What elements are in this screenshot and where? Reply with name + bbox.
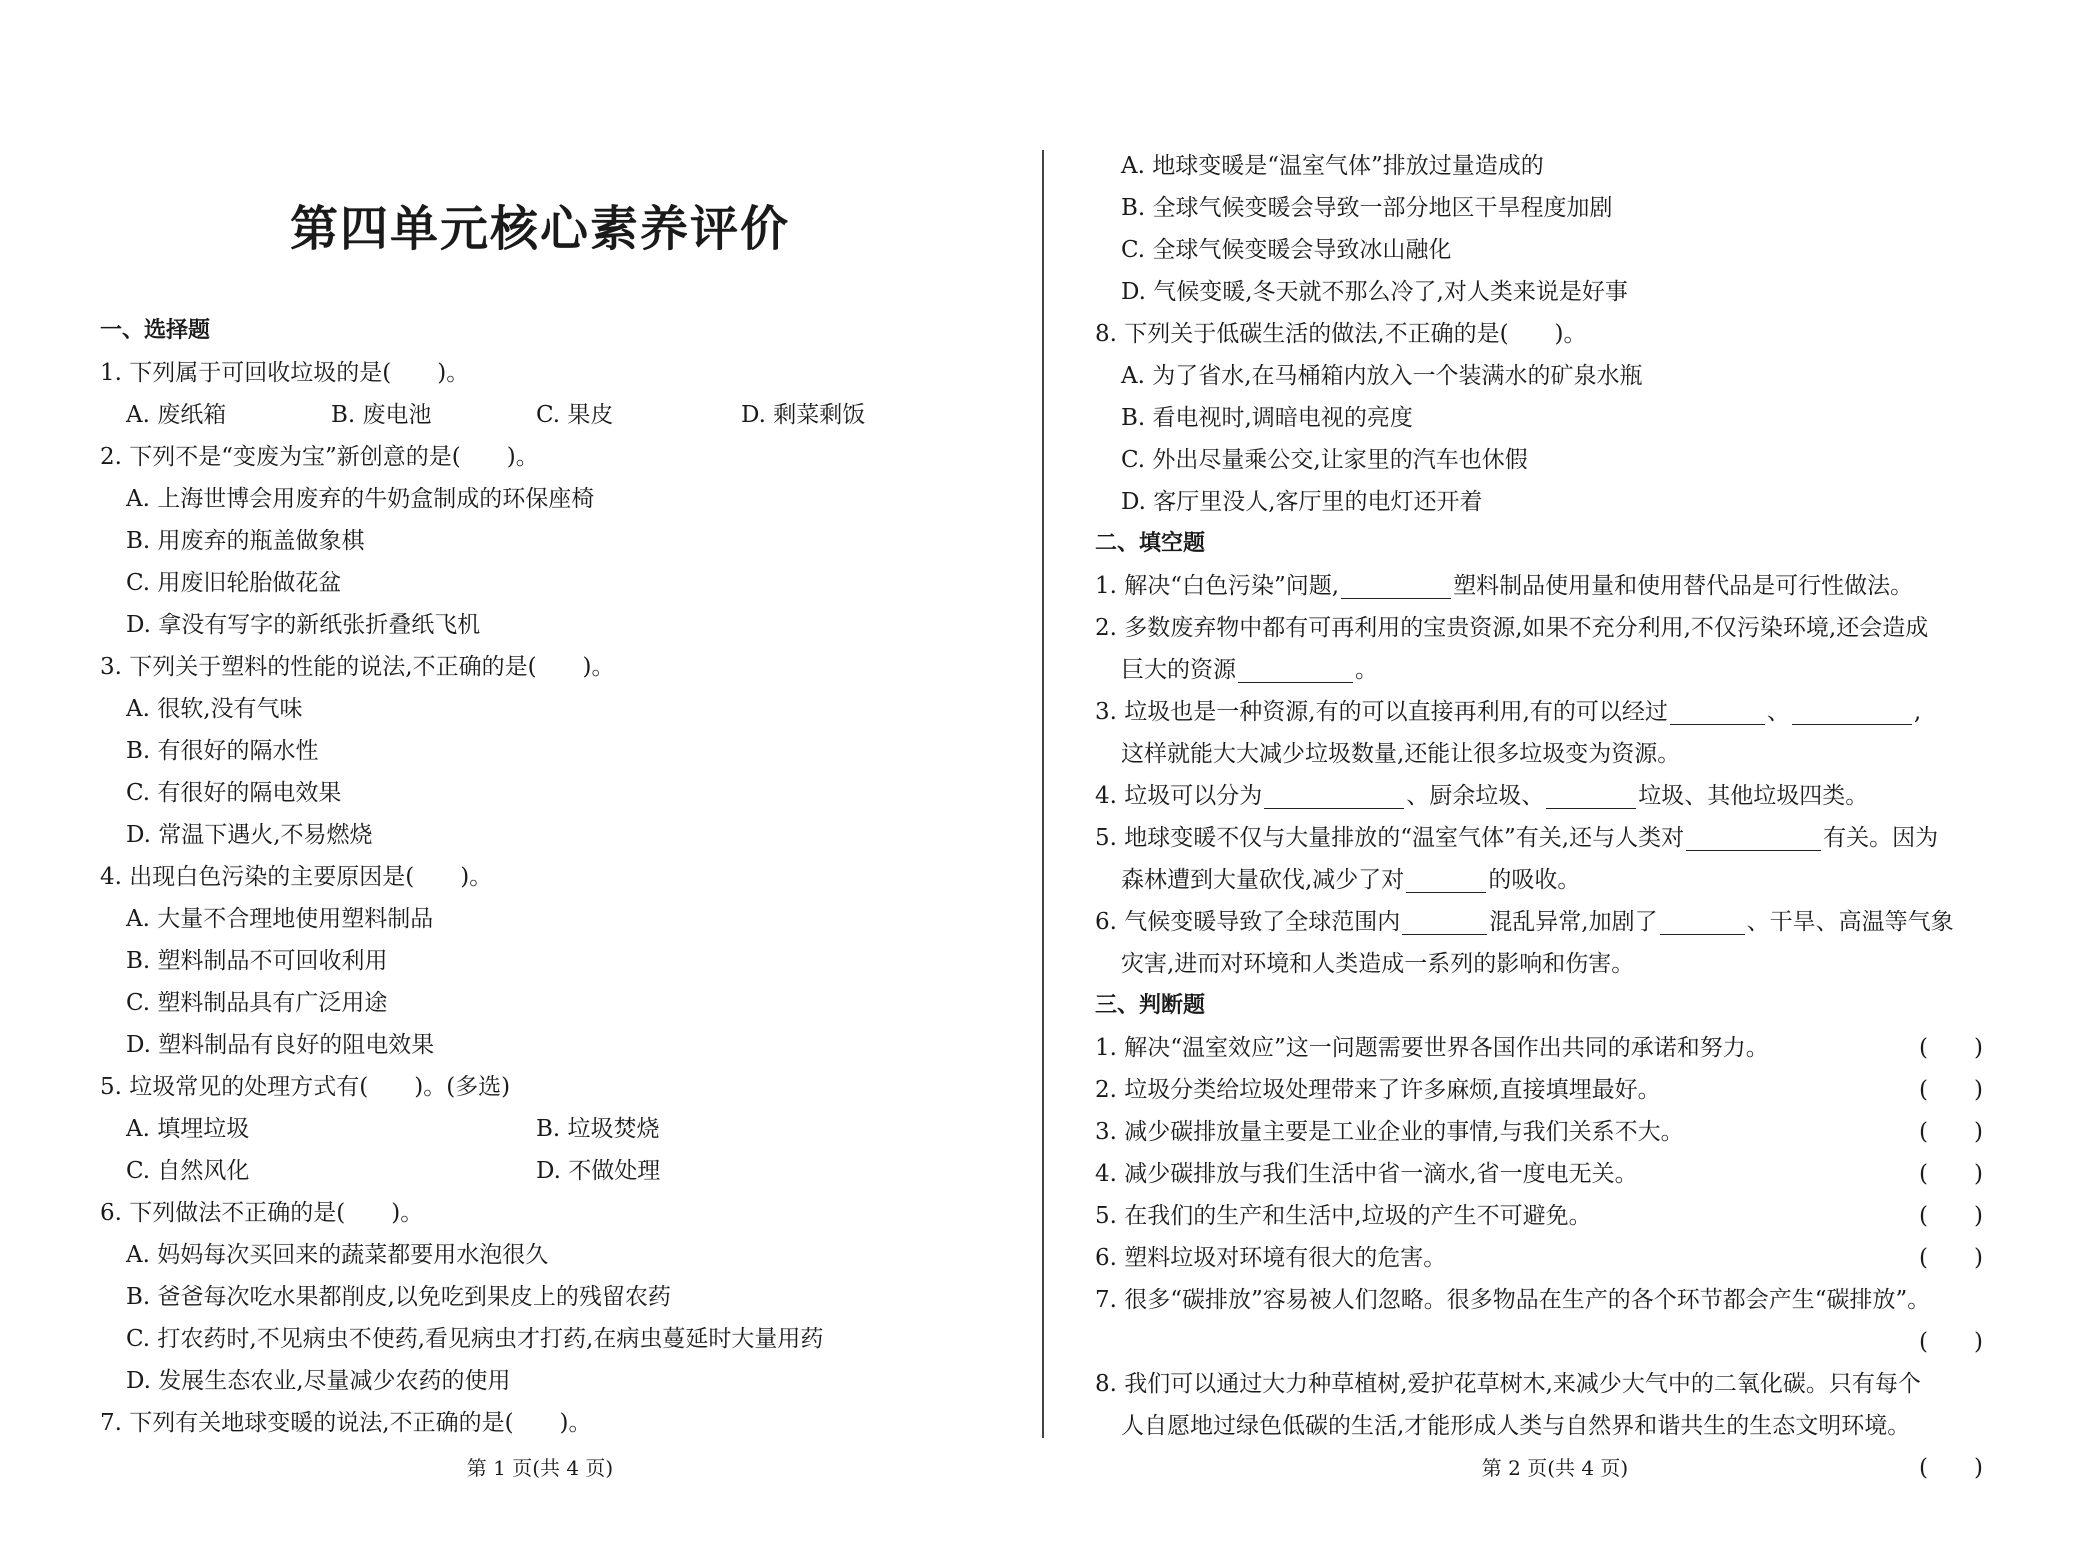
option: A. 填埋垃圾 [126,1116,250,1142]
judge-question-7: 7. 很多“碳排放”容易被人们忽略。很多物品在生产的各个环节都会产生“碳排放”。 [1095,1287,1931,1313]
option: D. 气候变暖,冬天就不那么冷了,对人类来说是好事 [1121,279,1628,305]
answer-blank [1402,906,1487,935]
question-5-options-row1 [100,1108,1040,1150]
option: C. 用废旧轮胎做花盆 [126,570,342,596]
option: D. 剩菜剩饭 [741,402,866,428]
answer-parentheses: ( ) [1919,1245,1983,1271]
option: A. 地球变暖是“温室气体”排放过量造成的 [1121,153,1544,179]
option: C. 有很好的隔电效果 [126,780,342,806]
answer-blank [1238,654,1353,683]
page-right [1095,0,1995,1553]
answer-blank [1264,780,1404,809]
page-divider [1042,150,1044,1438]
question-6-stem: 6. 下列做法不正确的是( )。 [100,1200,424,1226]
option: C. 打农药时,不见病虫不使药,看见病虫才打药,在病虫蔓延时大量用药 [126,1326,824,1352]
answer-blank [1406,864,1486,893]
section-heading-judge: 三、判断题 [1095,993,1206,1018]
fill-question-3: 3. 垃圾也是一种资源,有的可以直接再利用,有的可以经过 、 , [1095,691,1995,733]
option: B. 有很好的隔水性 [126,738,319,764]
fill-question-6: 6. 气候变暖导致了全球范围内 混乱异常,加剧了 、干旱、高温等气象 [1095,901,1995,943]
option: B. 看电视时,调暗电视的亮度 [1121,405,1413,431]
option: A. 为了省水,在马桶箱内放入一个装满水的矿泉水瓶 [1121,363,1643,389]
fill-question-6-cont: 灾害,进而对环境和人类造成一系列的影响和伤害。 [1121,951,1635,977]
question-5-options-row2 [100,1150,1040,1192]
page-number-right: 第 2 页(共 4 页) [1481,1456,1629,1480]
judge-question-3: 3. 减少碳排放量主要是工业企业的事情,与我们关系不大。 ( ) [1095,1111,1995,1153]
fill-question-1: 1. 解决“白色污染”问题, 塑料制品使用量和使用替代品是可行性做法。 [1095,565,1995,607]
option: B. 废电池 [331,402,432,428]
option: B. 用废弃的瓶盖做象棋 [126,528,365,554]
answer-parentheses: ( ) [1919,1035,1983,1061]
judge-question-6: 6. 塑料垃圾对环境有很大的危害。 ( ) [1095,1237,1995,1279]
option: C. 自然风化 [126,1158,250,1184]
judge-question-1: 1. 解决“温室效应”这一问题需要世界各国作出共同的承诺和努力。 ( ) [1095,1027,1995,1069]
choice-section-part1 [100,310,1040,1444]
option: D. 发展生态农业,尽量减少农药的使用 [126,1368,511,1394]
option: C. 全球气候变暖会导致冰山融化 [1121,237,1452,263]
judge-question-4: 4. 减少碳排放与我们生活中省一滴水,省一度电无关。 ( ) [1095,1153,1995,1195]
question-4-stem: 4. 出现白色污染的主要原因是( )。 [100,864,493,890]
section-heading-fill: 二、填空题 [1095,531,1206,556]
page-left [100,0,1040,1553]
fill-question-5: 5. 地球变暖不仅与大量排放的“温室气体”有关,还与人类对 有关。因为 [1095,817,1995,859]
option: C. 外出尽量乘公交,让家里的汽车也休假 [1121,447,1528,473]
judge-question-8-cont: 人自愿地过绿色低碳的生活,才能形成人类与自然界和谐共生的生态文明环境。 [1121,1413,1911,1439]
option: B. 爸爸每次吃水果都削皮,以免吃到果皮上的残留农药 [126,1284,671,1310]
fill-question-2: 2. 多数废弃物中都有可再利用的宝贵资源,如果不充分利用,不仅污染环境,还会造成 [1095,615,1929,641]
option: A. 很软,没有气味 [126,696,303,722]
answer-blank [1341,570,1451,599]
choice-section-part2 [1095,145,1995,1489]
question-3-stem: 3. 下列关于塑料的性能的说法,不正确的是( )。 [100,654,615,680]
fill-question-2-cont: 巨大的资源 。 [1095,649,1995,691]
answer-blank [1660,906,1745,935]
question-1-options [100,394,1040,436]
option: D. 不做处理 [536,1158,661,1184]
answer-blank [1670,696,1765,725]
option: A. 妈妈每次买回来的蔬菜都要用水泡很久 [126,1242,549,1268]
option: D. 塑料制品有良好的阻电效果 [126,1032,435,1058]
option: B. 塑料制品不可回收利用 [126,948,388,974]
fill-question-5-cont: 森林遭到大量砍伐,减少了对 的吸收。 [1095,859,1995,901]
answer-parentheses: ( ) [1919,1329,1983,1355]
option: B. 垃圾焚烧 [536,1116,660,1142]
answer-parentheses: ( ) [1919,1455,1983,1481]
answer-blank [1546,780,1636,809]
fill-question-4: 4. 垃圾可以分为 、厨余垃圾、 垃圾、其他垃圾四类。 [1095,775,1995,817]
fill-question-3-cont: 这样就能大大减少垃圾数量,还能让很多垃圾变为资源。 [1121,741,1681,767]
question-2-stem: 2. 下列不是“变废为宝”新创意的是( )。 [100,444,539,470]
answer-blank [1792,696,1912,725]
question-1-stem: 1. 下列属于可回收垃圾的是( )。 [100,360,470,386]
option: C. 塑料制品具有广泛用途 [126,990,388,1016]
page-title: 第四单元核心素养评价 [289,201,790,257]
option: A. 上海世博会用废弃的牛奶盒制成的环保座椅 [126,486,595,512]
answer-parentheses: ( ) [1919,1203,1983,1229]
option: A. 废纸箱 [126,402,227,428]
judge-question-2: 2. 垃圾分类给垃圾处理带来了许多麻烦,直接填埋最好。 ( ) [1095,1069,1995,1111]
section-heading-choice: 一、选择题 [100,318,211,343]
answer-parentheses: ( ) [1919,1119,1983,1145]
option: B. 全球气候变暖会导致一部分地区干旱程度加剧 [1121,195,1613,221]
judge-question-5: 5. 在我们的生产和生活中,垃圾的产生不可避免。 ( ) [1095,1195,1995,1237]
answer-parentheses: ( ) [1919,1161,1983,1187]
page-number-left: 第 1 页(共 4 页) [466,1456,614,1480]
question-7-stem: 7. 下列有关地球变暖的说法,不正确的是( )。 [100,1410,592,1436]
judge-question-8: 8. 我们可以通过大力种草植树,爱护花草树木,来减少大气中的二氧化碳。只有每个 [1095,1371,1921,1397]
answer-parentheses: ( ) [1919,1077,1983,1103]
question-5-stem: 5. 垃圾常见的处理方式有( )。(多选) [100,1074,511,1100]
option: A. 大量不合理地使用塑料制品 [126,906,434,932]
answer-blank [1686,822,1821,851]
option: D. 拿没有写字的新纸张折叠纸飞机 [126,612,481,638]
option: D. 常温下遇火,不易燃烧 [126,822,373,848]
option: D. 客厅里没人,客厅里的电灯还开着 [1121,489,1483,515]
question-8-stem: 8. 下列关于低碳生活的做法,不正确的是( )。 [1095,321,1587,347]
option: C. 果皮 [536,402,614,428]
